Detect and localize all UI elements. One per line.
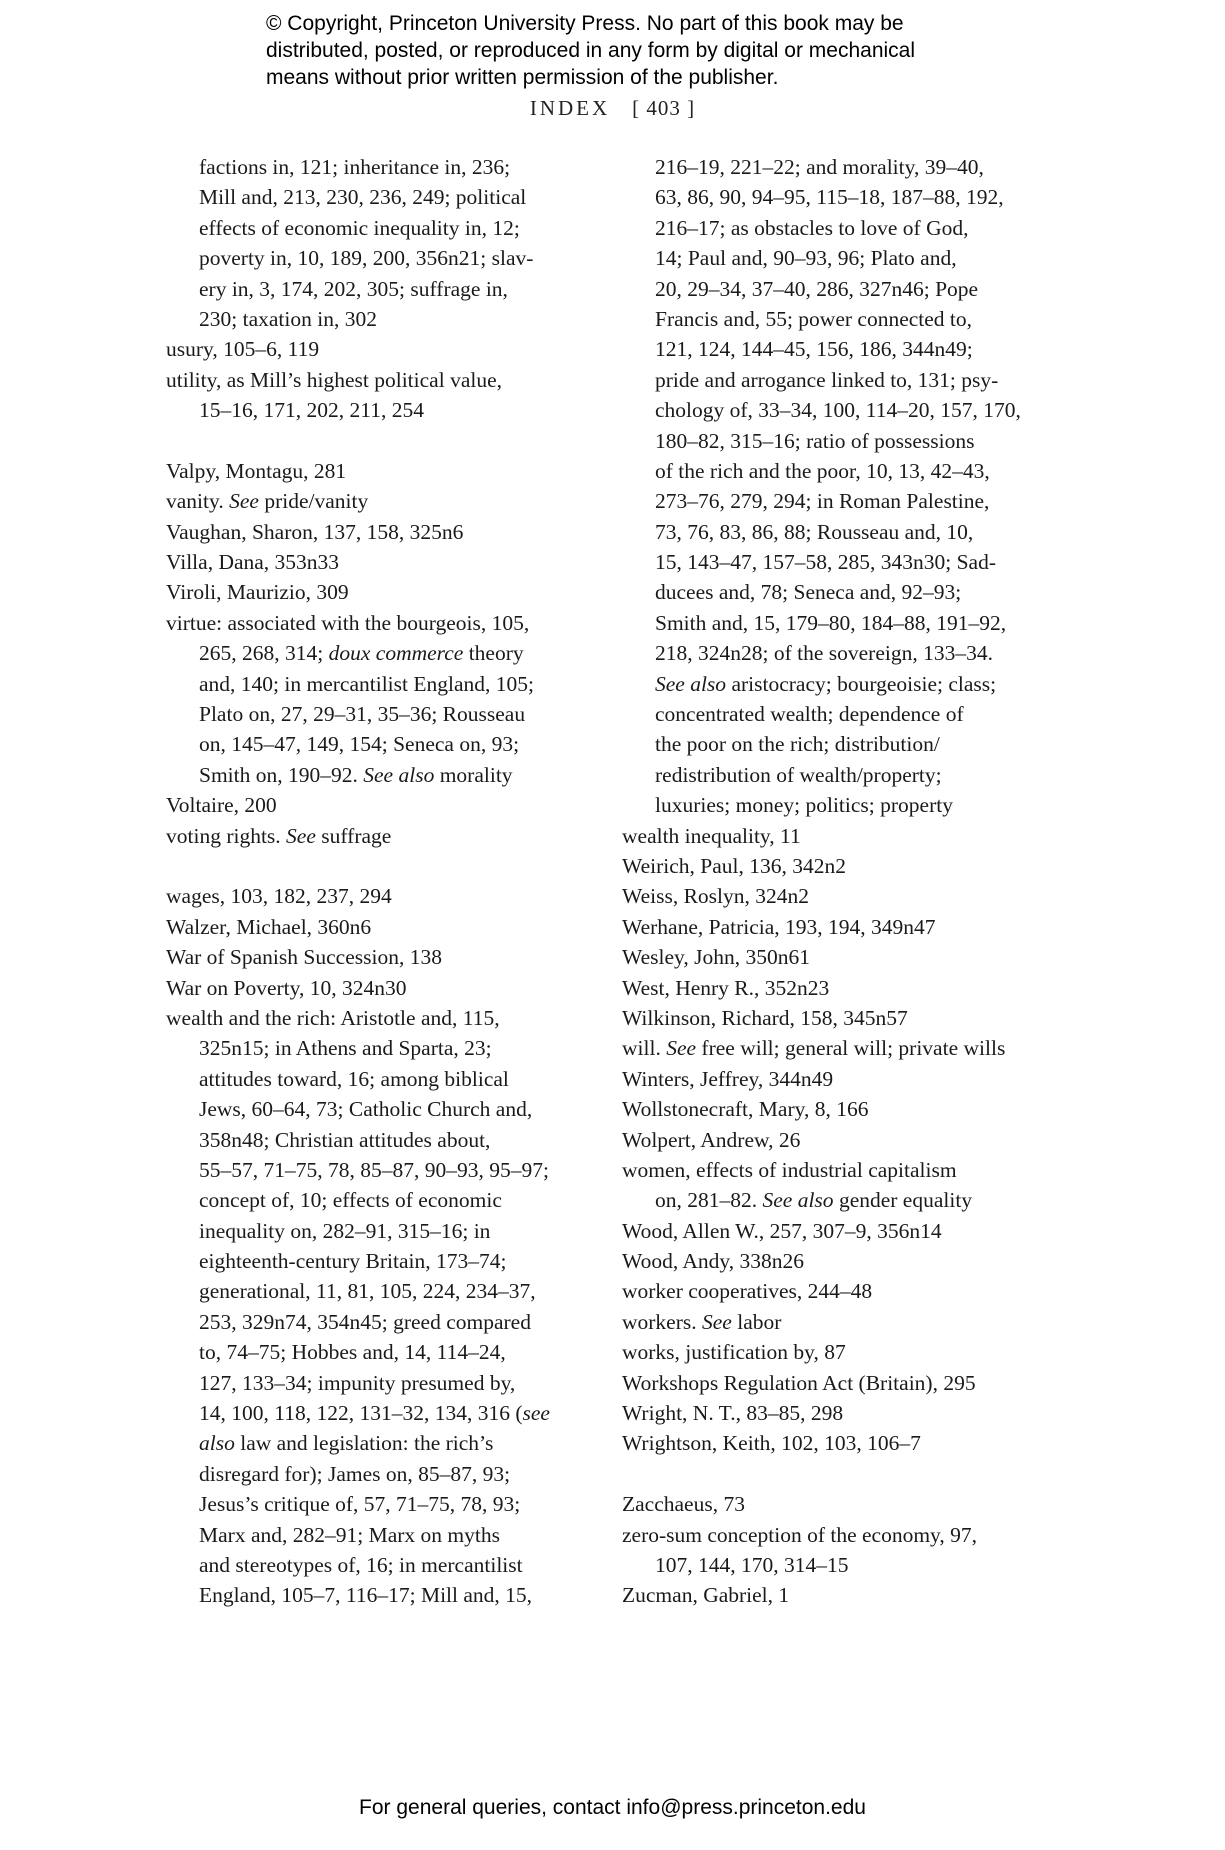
page-number: [ 403 ] — [632, 96, 696, 120]
index-entry-line: Viroli, Maurizio, 309 — [166, 580, 349, 605]
index-entry-line: Wood, Allen W., 257, 307–9, 356n14 — [622, 1218, 942, 1243]
index-entry-line: War of Spanish Succession, 138 — [166, 945, 442, 970]
index-entry-line: works, justification by, 87 — [622, 1340, 846, 1365]
index-entry-line: workers. See labor — [622, 1309, 782, 1334]
index-subentry-line: 14; Paul and, 90–93, 96; Plato and, — [655, 246, 957, 271]
index-subentry-line: 55–57, 71–75, 78, 85–87, 90–93, 95–97; — [199, 1157, 549, 1182]
index-subentry-line: 273–76, 279, 294; in Roman Palestine, — [655, 489, 990, 514]
index-entry-line: Wrightson, Keith, 102, 103, 106–7 — [622, 1431, 921, 1456]
index-subentry-line: pride and arrogance linked to, 131; psy- — [655, 367, 999, 392]
footer-contact: For general queries, contact info@press.princeton.edu — [359, 1796, 866, 1819]
index-subentry-line: 20, 29–34, 37–40, 286, 327n46; Pope — [655, 276, 979, 301]
index-subentry-line: and stereotypes of, 16; in mercantilist — [199, 1552, 523, 1577]
index-subentry-line: 216–19, 221–22; and morality, 39–40, — [655, 155, 984, 179]
index-subentry-line: attitudes toward, 16; among biblical — [199, 1066, 509, 1091]
index-subentry-line: also law and legislation: the rich’s — [199, 1431, 494, 1456]
index-subentry-line: 230; taxation in, 302 — [199, 306, 377, 331]
index-subentry-line: concentrated wealth; dependence of — [655, 702, 964, 727]
index-entry-line: War on Poverty, 10, 324n30 — [166, 975, 407, 1000]
index-entry-line: Winters, Jeffrey, 344n49 — [622, 1066, 834, 1091]
index-subentry-line: of the rich and the poor, 10, 13, 42–43, — [655, 458, 990, 483]
index-subentry-line: 358n48; Christian attitudes about, — [199, 1127, 491, 1152]
italic-cross-reference: See — [229, 489, 259, 514]
italic-cross-reference: See also — [762, 1188, 834, 1213]
index-entry-line: Walzer, Michael, 360n6 — [166, 914, 372, 939]
copyright-line: means without prior written permission of the publisher. — [266, 66, 779, 89]
index-subentry-line: 180–82, 315–16; ratio of possessions — [655, 428, 975, 453]
italic-cross-reference: See — [666, 1036, 697, 1061]
index-subentry-line: eighteenth-century Britain, 173–74; — [199, 1249, 507, 1274]
index-entry-line: Valpy, Montagu, 281 — [166, 458, 347, 483]
index-subentry-line: Smith on, 190–92. See also morality — [199, 762, 513, 787]
index-subentry-line: 325n15; in Athens and Sparta, 23; — [199, 1036, 492, 1061]
index-subentry-line: Jews, 60–64, 73; Catholic Church and, — [199, 1097, 533, 1122]
index-entry-line: virtue: associated with the bourgeois, 105, — [166, 610, 530, 635]
index-entry-line: Wood, Andy, 338n26 — [622, 1249, 805, 1274]
index-subentry-line: 107, 144, 170, 314–15 — [655, 1552, 849, 1577]
index-subentry-line: England, 105–7, 116–17; Mill and, 15, — [199, 1583, 533, 1608]
index-entry-line: West, Henry R., 352n23 — [622, 975, 830, 1000]
index-subentry-line: 15, 143–47, 157–58, 285, 343n30; Sad- — [655, 550, 997, 575]
index-subentry-line: poverty in, 10, 189, 200, 356n21; slav- — [199, 246, 534, 271]
index-subentry-line: factions in, 121; inheritance in, 236; — [199, 155, 511, 179]
index-entry-line: Wollstonecraft, Mary, 8, 166 — [622, 1097, 869, 1122]
index-subentry-line: redistribution of wealth/property; — [655, 762, 942, 787]
index-entry-line: usury, 105–6, 119 — [166, 337, 320, 362]
index-subentry-line: 73, 76, 83, 86, 88; Rousseau and, 10, — [655, 519, 974, 544]
section-title: INDEX — [529, 96, 611, 120]
index-entry-line: Werhane, Patricia, 193, 194, 349n47 — [622, 914, 936, 939]
index-subentry-line: on, 281–82. See also gender equality — [655, 1188, 973, 1213]
index-subentry-line: See also aristocracy; bourgeoisie; class; — [655, 671, 997, 696]
index-subentry-line: generational, 11, 81, 105, 224, 234–37, — [199, 1279, 536, 1304]
index-subentry-line: 63, 86, 90, 94–95, 115–18, 187–88, 192, — [655, 185, 1004, 210]
index-subentry-line: 14, 100, 118, 122, 131–32, 134, 316 (see — [199, 1401, 550, 1426]
index-subentry-line: 127, 133–34; impunity presumed by, — [199, 1370, 516, 1395]
index-subentry-line: Smith and, 15, 179–80, 184–88, 191–92, — [655, 610, 1007, 635]
index-subentry-line: 121, 124, 144–45, 156, 186, 344n49; — [655, 337, 973, 362]
index-entry-line: utility, as Mill’s highest political value, — [166, 367, 503, 392]
italic-cross-reference: doux commerce — [328, 641, 464, 666]
index-subentry-line: on, 145–47, 149, 154; Seneca on, 93; — [199, 732, 520, 757]
index-entry-line: Wilkinson, Richard, 158, 345n57 — [622, 1005, 908, 1030]
index-entry-line: wages, 103, 182, 237, 294 — [166, 884, 392, 909]
index-entry-line: wealth inequality, 11 — [622, 823, 801, 848]
index-subentry-line: luxuries; money; politics; property — [655, 793, 953, 818]
letter-gap — [166, 426, 586, 456]
letter-gap — [166, 851, 586, 881]
index-subentry-line: to, 74–75; Hobbes and, 14, 114–24, — [199, 1340, 506, 1365]
index-entry-line: Wright, N. T., 83–85, 298 — [622, 1401, 844, 1426]
index-entry-line: will. See free will; general will; private wills — [622, 1036, 1006, 1061]
index-subentry-line: Francis and, 55; power connected to, — [655, 306, 973, 331]
index-entry-line: Workshops Regulation Act (Britain), 295 — [622, 1370, 976, 1395]
running-head — [0, 96, 1225, 121]
index-subentry-line: concept of, 10; effects of economic — [199, 1188, 502, 1213]
italic-cross-reference: See also — [655, 671, 727, 696]
index-subentry-line: effects of economic inequality in, 12; — [199, 215, 520, 240]
copyright-notice — [266, 10, 1026, 91]
index-entry-line: Villa, Dana, 353n33 — [166, 550, 340, 575]
index-entry-line: vanity. See pride/vanity — [166, 489, 369, 514]
index-entry-line: Zucman, Gabriel, 1 — [622, 1583, 790, 1608]
index-subentry-line: 216–17; as obstacles to love of God, — [655, 215, 969, 240]
index-subentry-line: and, 140; in mercantilist England, 105; — [199, 671, 534, 696]
italic-cross-reference: see — [522, 1401, 550, 1426]
index-entry-line: Wolpert, Andrew, 26 — [622, 1127, 801, 1152]
index-subentry-line: Jesus’s critique of, 57, 71–75, 78, 93; — [199, 1492, 521, 1517]
italic-cross-reference: also — [199, 1431, 235, 1456]
italic-cross-reference: See — [286, 823, 316, 848]
index-entry-line: worker cooperatives, 244–48 — [622, 1279, 873, 1304]
index-entry-line: voting rights. See suffrage — [166, 823, 392, 848]
index-entry-line: Vaughan, Sharon, 137, 158, 325n6 — [166, 519, 464, 544]
index-subentry-line: ducees and, 78; Seneca and, 92–93; — [655, 580, 962, 605]
index-entry-line: zero-sum conception of the economy, 97, — [622, 1522, 978, 1547]
index-subentry-line: ery in, 3, 174, 202, 305; suffrage in, — [199, 276, 508, 301]
index-entry-line: Weiss, Roslyn, 324n2 — [622, 884, 810, 909]
index-column-left — [166, 152, 586, 1611]
index-subentry-line: Plato on, 27, 29–31, 35–36; Rousseau — [199, 702, 526, 727]
index-subentry-line: 15–16, 171, 202, 211, 254 — [199, 398, 424, 423]
copyright-line: © Copyright, Princeton University Press. No part of this book may be — [266, 12, 904, 35]
index-entry-line: Wesley, John, 350n61 — [622, 945, 810, 970]
index-subentry-line: chology of, 33–34, 100, 114–20, 157, 170, — [655, 398, 1021, 423]
index-subentry-line: 253, 329n74, 354n45; greed compared — [199, 1309, 531, 1334]
index-subentry-line: the poor on the rich; distribution/ — [655, 732, 940, 757]
index-entry-line: Weirich, Paul, 136, 342n2 — [622, 853, 846, 878]
index-entry-line: wealth and the rich: Aristotle and, 115, — [166, 1005, 500, 1030]
index-column-right — [622, 152, 1052, 1611]
index-subentry-line: inequality on, 282–91, 315–16; in — [199, 1218, 491, 1243]
italic-cross-reference: See — [702, 1309, 732, 1334]
copyright-line: distributed, posted, or reproduced in any form by digital or mechanical — [266, 39, 916, 62]
index-subentry-line: disregard for); James on, 85–87, 93; — [199, 1461, 511, 1486]
italic-cross-reference: See also — [363, 762, 435, 787]
index-subentry-line: Mill and, 213, 230, 236, 249; political — [199, 185, 527, 210]
index-subentry-line: 265, 268, 314; doux commerce theory — [199, 641, 524, 666]
index-entry-line: Zacchaeus, 73 — [622, 1492, 745, 1517]
index-subentry-line: 218, 324n28; of the sovereign, 133–34. — [655, 641, 993, 666]
letter-gap — [622, 1459, 1052, 1489]
index-entry-line: Voltaire, 200 — [166, 793, 277, 818]
index-entry-line: women, effects of industrial capitalism — [622, 1157, 957, 1182]
index-subentry-line: Marx and, 282–91; Marx on myths — [199, 1522, 500, 1547]
